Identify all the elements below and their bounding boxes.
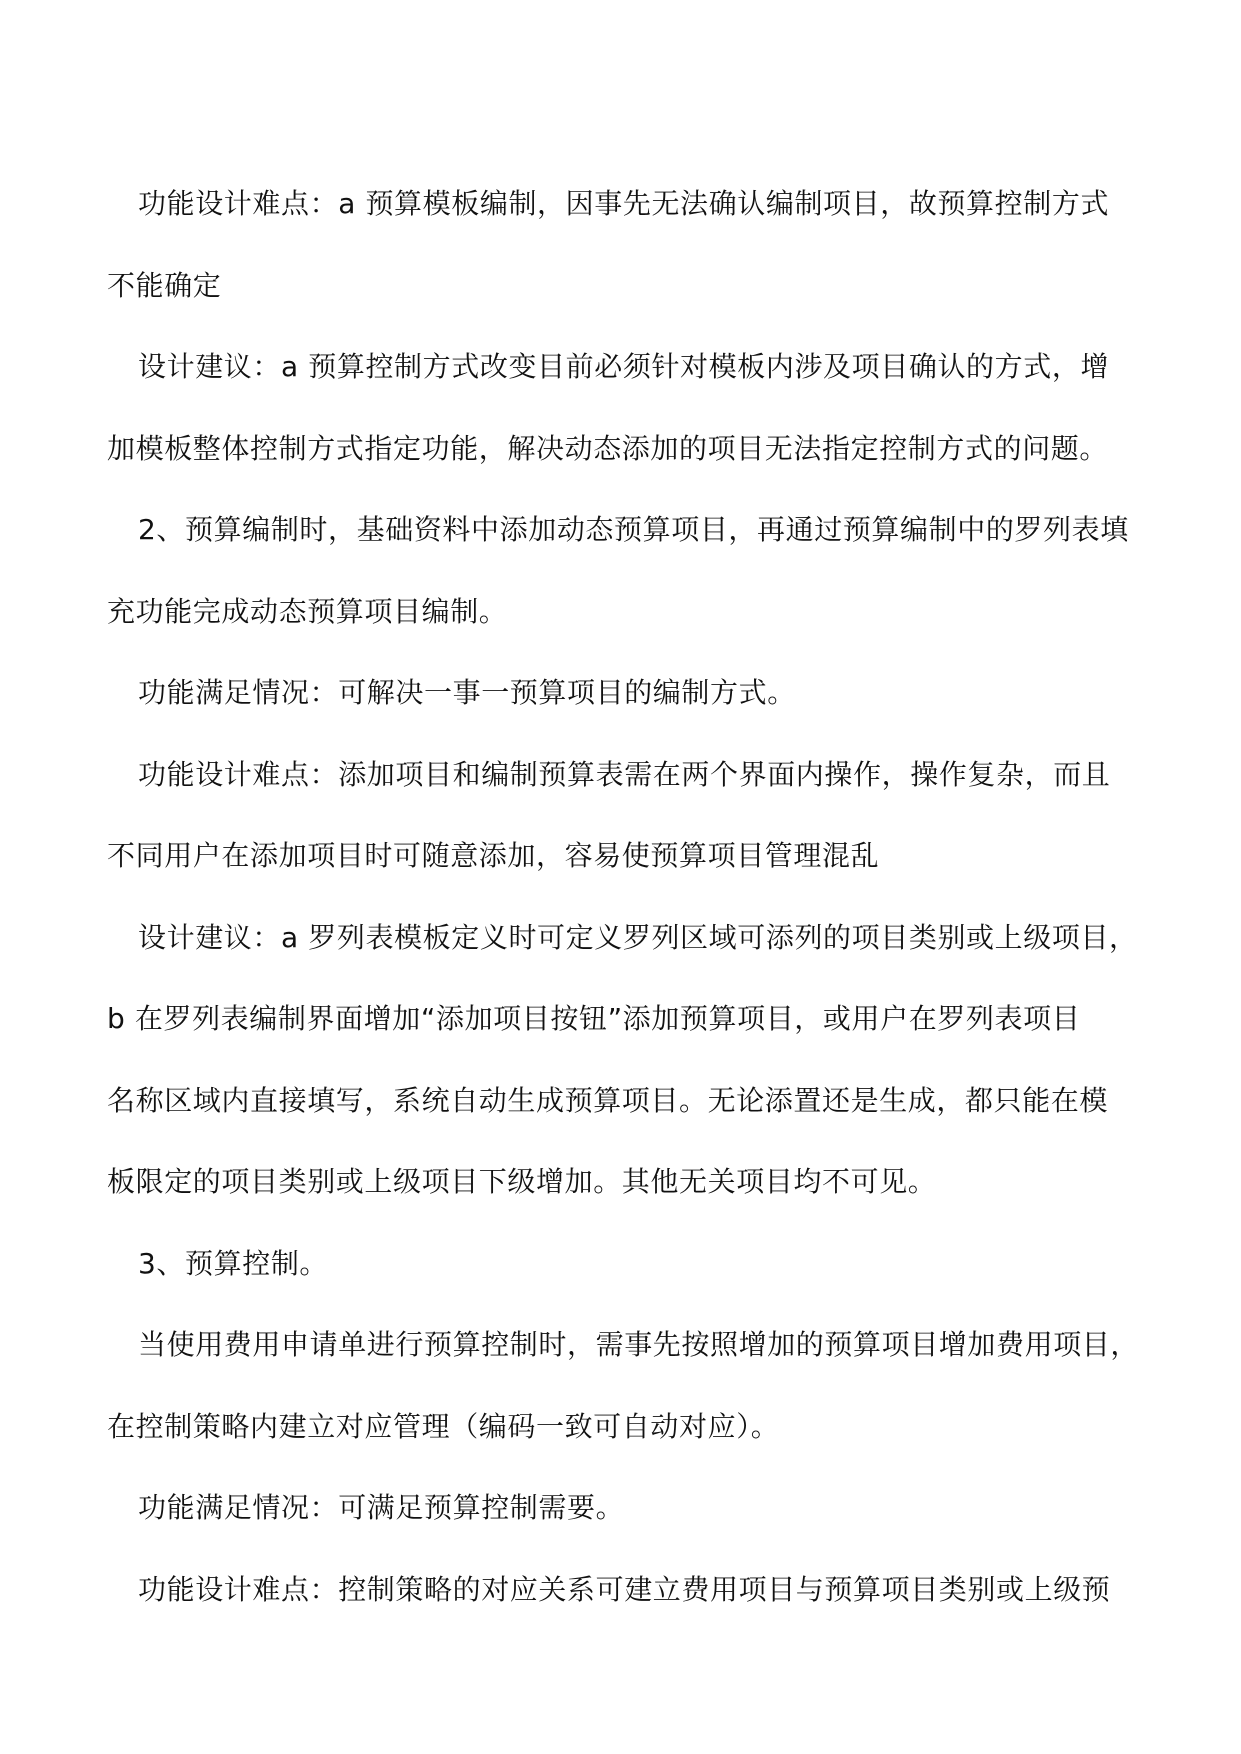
text-line: 当使用费用申请单进行预算控制时，需事先按照增加的预算项目增加费用项目，	[138, 1328, 1140, 1361]
text-line: 功能满足情况：可满足预算控制需要。	[138, 1491, 625, 1524]
text-line: 不同用户在添加项目时可随意添加，容易使预算项目管理混乱	[107, 839, 880, 872]
text-line: 功能设计难点：添加项目和编制预算表需在两个界面内操作，操作复杂，而且	[138, 757, 1111, 791]
text-line: 功能满足情况：可解决一事一预算项目的编制方式。	[138, 676, 796, 709]
text-line: 功能设计难点：a 预算模板编制，因事先无法确认编制项目，故预算控制方式	[138, 187, 1110, 220]
text-line: 设计建议：a 罗列表模板定义时可定义罗列区域可添列的项目类别或上级项目，	[138, 920, 1138, 954]
text-line: 加模板整体控制方式指定功能，解决动态添加的项目无法指定控制方式的问题。	[107, 431, 1109, 465]
text-line: 3、预算控制。	[138, 1246, 329, 1280]
text-line: 板限定的项目类别或上级项目下级增加。其他无关项目均不可见。	[107, 1165, 937, 1198]
text-line: 在控制策略内建立对应管理（编码一致可自动对应）。	[107, 1409, 780, 1443]
document-body	[107, 163, 1140, 1630]
text-line: 不能确定	[107, 268, 222, 302]
text-line: b 在罗列表编制界面增加“添加项目按钮”添加预算项目，或用户在罗列表项目	[107, 1002, 1081, 1035]
text-line: 充功能完成动态预算项目编制。	[107, 594, 508, 628]
text-line: 名称区域内直接填写，系统自动生成预算项目。无论添置还是生成，都只能在模	[107, 1083, 1109, 1117]
text-line: 2、预算编制时，基础资料中添加动态预算项目，再通过预算编制中的罗列表填	[138, 513, 1129, 546]
text-line: 设计建议：a 预算控制方式改变目前必须针对模板内涉及项目确认的方式，增	[138, 350, 1110, 383]
text-line: 功能设计难点：控制策略的对应关系可建立费用项目与预算项目类别或上级预	[138, 1572, 1111, 1606]
